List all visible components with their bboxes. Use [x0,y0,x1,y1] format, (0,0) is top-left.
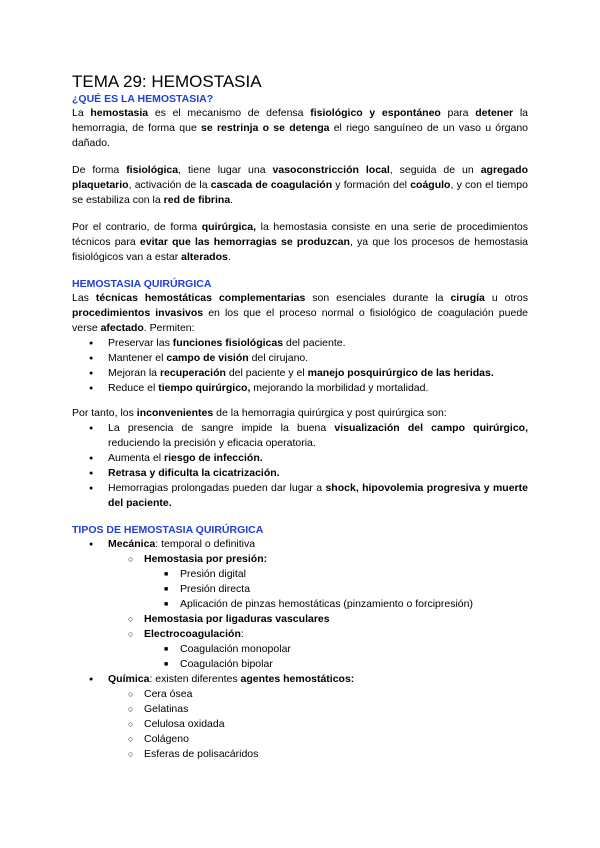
list-item: ○ Cera ósea [72,687,528,702]
mecanica-sublist-2 [72,612,528,642]
paragraph-fisiologica: De forma fisiológica, tiene lugar una vasoconstricción local, seguida de un agregado plaquetario, activación de la cascada de coagulación y formación del coágulo, y con el tiempo se estabiliza con la red de fibrina. [72,164,528,206]
paragraph-inconvenientes: Por tanto, los inconvenientes de la hemorragia quirúrgica y post quirúrgica son: [72,407,447,419]
list-item-presion: ○ Hemostasia por presión: [72,552,528,567]
inconvenientes-list [72,421,528,511]
tipos-list [72,537,528,552]
list-item: ● Reduce el tiempo quirúrgico, mejorando la morbilidad y mortalidad. [72,381,528,396]
list-item: ● Hemorragias prolongadas pueden dar lugar a shock, hipovolemia progresiva y muerte del paciente. [72,481,528,511]
tipos-list-2 [72,672,528,687]
list-item: ● Preservar las funciones fisiológicas del paciente. [72,336,528,351]
quimica-sublist [72,687,528,762]
section-heading-tipos: TIPOS DE HEMOSTASIA QUIRÚRGICA [72,524,264,536]
list-item: ○ Esferas de polisacáridos [72,747,528,762]
page-title: TEMA 29: HEMOSTASIA [72,72,262,91]
list-item: ■ Aplicación de pinzas hemostáticas (pinzamiento o forcipresión) [72,597,528,612]
paragraph-quirurgica: Por el contrario, de forma quirúrgica, la hemostasia consiste en una serie de procedimientos técnicos para evitar que las hemorragias se produzcan, ya que los procesos de hemostasia fisiológicos van a estar alterados. [72,221,528,263]
list-item: ● Mantener el campo de visión del cirujano. [72,351,528,366]
list-item: ■ Presión digital [72,567,528,582]
section-heading-que-es: ¿QUÉ ES LA HEMOSTASIA? [72,93,214,105]
list-item: ■ Coagulación bipolar [72,657,528,672]
list-item-quimica: ● Química: existen diferentes agentes hemostáticos: [72,672,528,687]
permiten-list [72,336,528,396]
list-item: ● Retrasa y dificulta la cicatrización. [72,466,528,481]
list-item: ○ Gelatinas [72,702,528,717]
list-item-electro: ○ Electrocoagulación: [72,627,528,642]
section-heading-hemostasia-quirurgica: HEMOSTASIA QUIRÚRGICA [72,278,212,290]
paragraph-definition: La hemostasia es el mecanismo de defensa fisiológico y espontáneo para detener la hemorragia, de forma que se restrinja o se detenga el riego sanguíneo de un vaso u órgano dañado. [72,107,528,149]
list-item: ○ Celulosa oxidada [72,717,528,732]
list-item-ligaduras: ○ Hemostasia por ligaduras vasculares [72,612,528,627]
list-item: ■ Presión directa [72,582,528,597]
presion-sublist [72,567,528,612]
electro-sublist [72,642,528,672]
mecanica-sublist [72,552,528,567]
list-item: ● Aumenta el riesgo de infección. [72,451,528,466]
list-item: ○ Colágeno [72,732,528,747]
list-item: ● La presencia de sangre impide la buena visualización del campo quirúrgico, reduciendo la precisión y eficacia operatoria. [72,421,528,451]
list-item: ■ Coagulación monopolar [72,642,528,657]
paragraph-tecnicas: Las técnicas hemostáticas complementarias son esenciales durante la cirugía u otros procedimientos invasivos en los que el proceso normal o fisiológico de coagulación puede verse afectado. Permiten: [72,292,528,334]
list-item: ● Mejoran la recuperación del paciente y el manejo posquirúrgico de las heridas. [72,366,528,381]
document-page [72,72,528,762]
list-item-mecanica: ● Mecánica: temporal o definitiva [72,537,528,552]
